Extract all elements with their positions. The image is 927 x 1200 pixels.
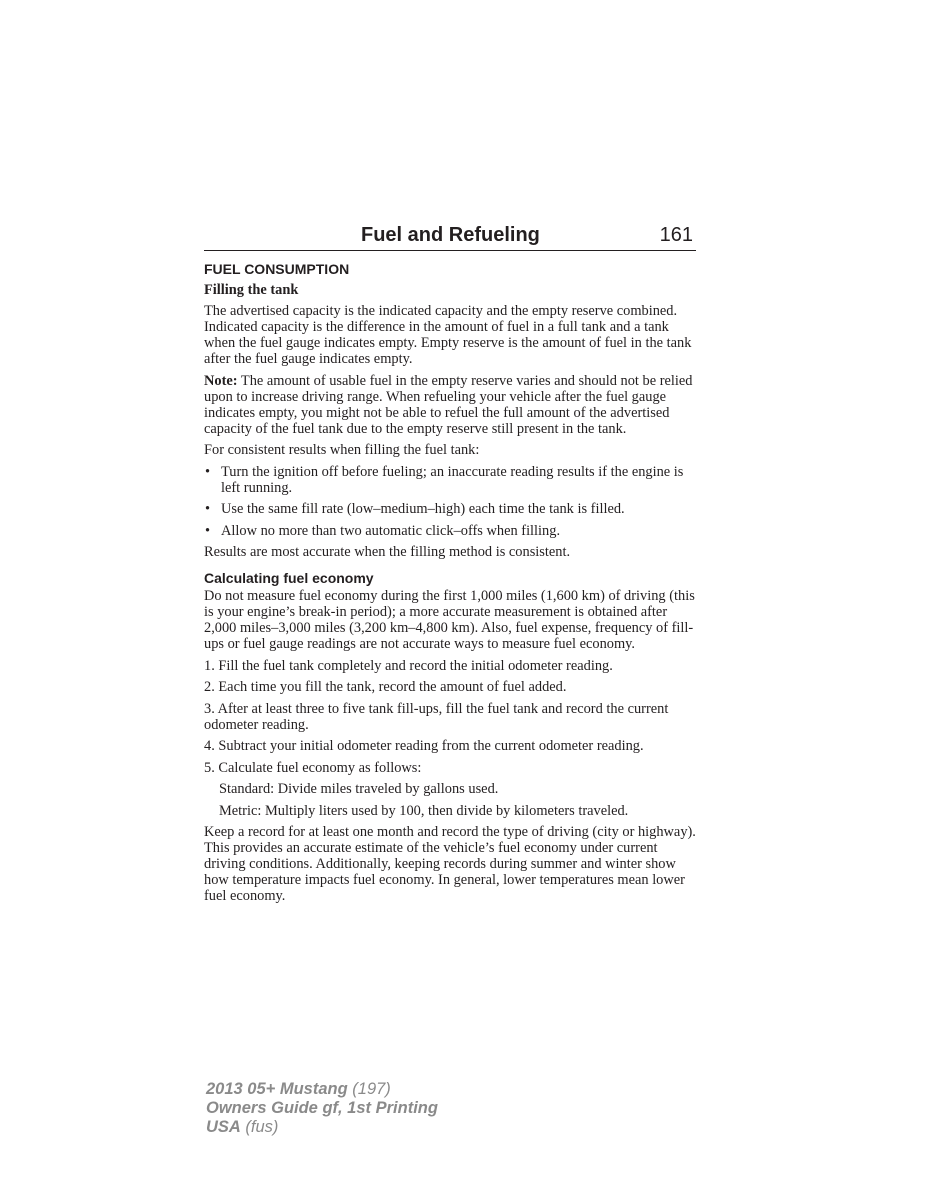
chapter-title: Fuel and Refueling (361, 224, 540, 246)
filling-intro: For consistent results when filling the fuel tank: (204, 442, 480, 458)
filling-result: Results are most accurate when the filling method is consistent. (204, 544, 571, 560)
footer-line-2: Owners Guide gf, 1st Printing (206, 1099, 438, 1117)
bullet-icon: • (205, 501, 211, 517)
note-text: The amount of usable fuel in the empty reserve varies and should not be relied upon to increase driving range. When refueling your vehicle after the fuel gauge indicates empty, you might not be able to refuel the full amount of the advertised capacity of the fuel tank due to the empty reserve still present in the tank. (204, 372, 693, 437)
closing-paragraph: Keep a record for at least one month and record the type of driving (city or highway). This provides an accurate estimate of the vehicle’s fuel economy under current driving conditions. Additionally, keeping records during summer and winter show how temperature impacts fuel economy. In general, lower temperatures mean lower fuel economy. (204, 824, 696, 904)
list-item: • Allow no more than two automatic click–offs when filling. (205, 522, 561, 539)
economy-paragraph: Do not measure fuel economy during the first 1,000 miles (1,600 km) of driving (this is your engine’s break-in period); a more accurate measurement is obtained after 2,000 miles–3,000 miles (3,200 km–4,800 km). Also, fuel expense, frequency of fill-ups or fuel gauge readings are not accurate ways to measure fuel economy. (204, 588, 695, 652)
metric-formula: Metric: Multiply liters used by 100, then divide by kilometers traveled. (219, 802, 629, 819)
economy-heading: Calculating fuel economy (204, 570, 374, 586)
note-paragraph (204, 373, 696, 437)
note-label: Note: (204, 372, 238, 389)
standard-formula: Standard: Divide miles traveled by gallons used. (219, 781, 499, 797)
section-heading: FUEL CONSUMPTION (204, 261, 350, 277)
footer-line-1: 2013 05+ Mustang (197) (206, 1080, 391, 1098)
page-content (204, 261, 696, 910)
bullet-icon: • (205, 522, 211, 539)
print-footer (206, 1080, 438, 1137)
step-1: 1. Fill the fuel tank completely and record the initial odometer reading. (204, 657, 613, 674)
step-5: 5. Calculate fuel economy as follows: (204, 759, 422, 776)
page-header (204, 222, 696, 251)
filling-heading: Filling the tank (204, 282, 299, 298)
step-3: 3. After at least three to five tank fill-ups, fill the fuel tank and record the current odometer reading. (204, 700, 669, 733)
capacity-paragraph: The advertised capacity is the indicated capacity and the empty reserve combined. Indicated capacity is the difference in the amount of fuel in a full tank and a tank when the fuel gauge indicates empty. Empty reserve is the amount of fuel in the tank after the fuel gauge indicates empty. (204, 303, 692, 367)
step-2: 2. Each time you fill the tank, record the amount of fuel added. (204, 679, 567, 695)
footer-line-3: USA (fus) (206, 1118, 279, 1136)
list-item: • Use the same fill rate (low–medium–high) each time the tank is filled. (205, 501, 625, 517)
bullet-icon: • (205, 463, 211, 480)
page-number: 161 (659, 224, 693, 246)
filling-bullet-list (204, 464, 696, 539)
list-item: • Turn the ignition off before fueling; an inaccurate reading results if the engine is left running. (205, 463, 684, 496)
step-4: 4. Subtract your initial odometer reading from the current odometer reading. (204, 738, 644, 754)
